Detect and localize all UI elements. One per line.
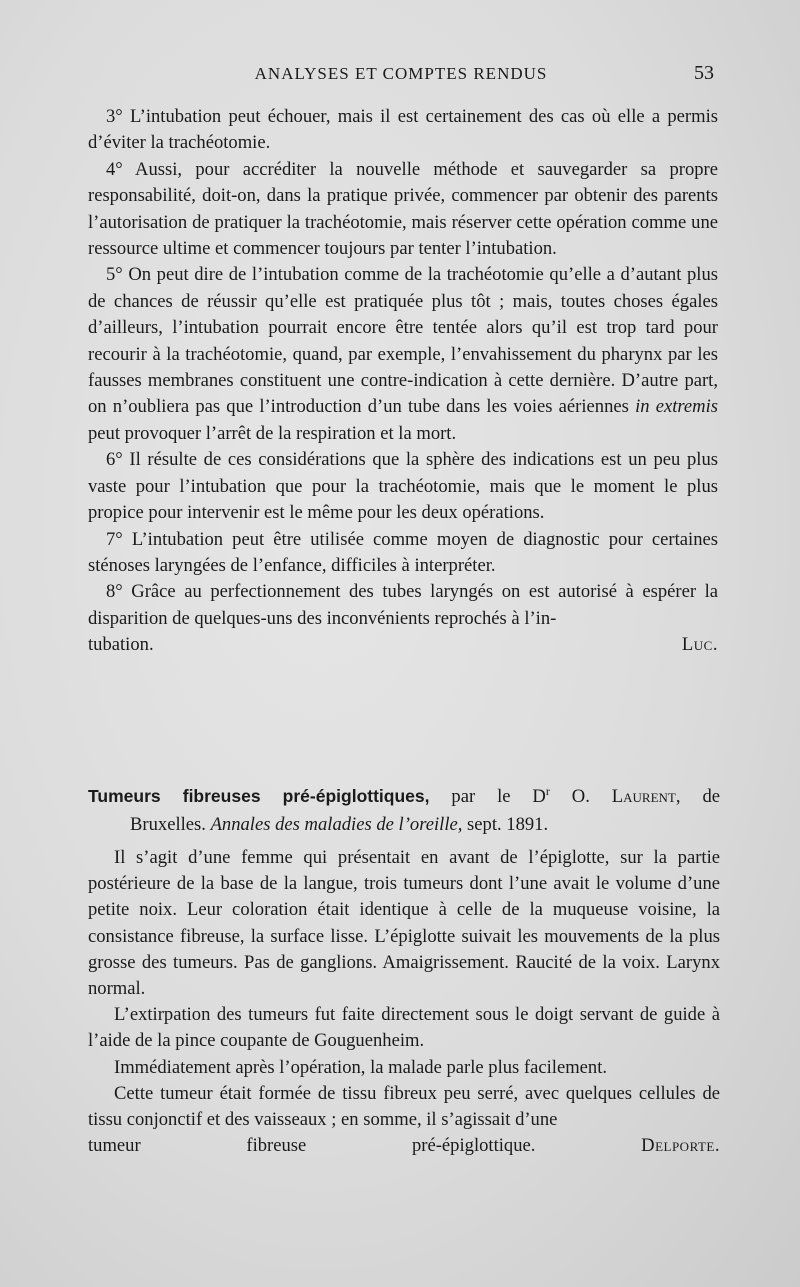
article-paragraph-2: L’extirpation des tumeurs fut faite directement sous le doigt servant de guide à l’aide de la pince coupante de Gouguenheim. [88,1004,720,1052]
section-article-body [88,845,720,1159]
article-city: Bruxelles. [130,814,211,835]
paragraph-4: 4° Aussi, pour accréditer la nouvelle méthode et sauvegarder sa propre responsabilité, doit-on, dans la pratique privée, commencer par obtenir des parents l’autorisation de pratiquer la trachéotomie, mais réserver cette opération comme une ressource ultime et commencer toujours par tenter l’intubation. [88,158,718,260]
page-number: 53 [694,62,714,84]
article-paragraph-4: Cette tumeur était formée de tissu fibreux peu serré, avec quelques cellules de tissu conjonctif et des vaisseaux ; en somme, il s’agissait d’une [88,1082,720,1131]
article-title-de: de [680,786,720,807]
paragraph-5-text-a: 5° On peut dire de l’intubation comme de la trachéotomie qu’elle a d’autant plus de chances de réussir qu’elle est pratiquée plus tôt ; mais, toutes choses égales d’ailleurs, l’intubation pourrait encore être tentée alors qu’il est trop tard pour recourir à la trachéotomie, quand, par exemple, l’envahissement du pharynx par les fausses membranes constituent une contre-indication à cette dernière. D’autre part, on n’oubliera pas que l’introduction d’un tube dans les voies aériennes [88,264,718,418]
paragraph-5-text-b: peut provoquer l’arrêt de la respiration et la mort. [88,422,457,444]
article-title-dr-sup: r [545,783,550,798]
article-title-bold: Tumeurs fibreuses pré-épiglottiques, [88,786,430,806]
article-title-line-1 [88,782,720,811]
signature-luc: Luc. [681,634,718,656]
paragraph-8-end: tubation. [88,634,154,656]
article-date: sept. 1891. [462,814,549,835]
article-title-line-2 [88,811,720,839]
paragraph-8: 8° Grâce au perfectionnement des tubes laryngés on est autorisé à espérer la disparition de quelques-uns des inconvénients reprochés à l’in- [88,581,718,629]
article-paragraph-1: Il s’agit d’une femme qui présentait en avant de l’épiglotte, sur la partie postérieure de la base de la langue, trois tumeurs dont l’une avait le volume d’une petite noix. Leur coloration était identique à celle de la muqueuse voisine, la consistance fibreuse, la surface lisse. L’épiglotte suivait les mouvements de la plus grosse des tumeurs. Pas de ganglions. Amaigrissement. Raucité de la voix. Larynx normal. [88,847,720,1000]
paragraph-6: 6° Il résulte de ces considérations que la sphère des indications est un peu plus vaste pour l’intubation que pour la trachéotomie, mais que le moment le plus propice pour intervenir est le même pour les deux opérations. [88,449,718,524]
article-title-by: par le D [429,786,546,807]
paragraph-3: 3° L’intubation peut échouer, mais il est certainement des cas où elle a permis d’éviter la trachéotomie. [88,106,718,154]
section-conclusions [88,104,718,659]
article-paragraph-4-end: tumeur fibreuse pré-épiglottique. [88,1135,536,1157]
article-paragraph-4-last-line [88,1133,720,1159]
article-paragraph-3: Immédiatement après l’opération, la malade parle plus facilement. [114,1056,608,1078]
running-head: ANALYSES ET COMPTES RENDUS [254,64,548,83]
paragraph-8-last-line [88,632,718,658]
article-author: O. Laurent, [549,786,681,807]
paragraph-5-italic: in extremis [635,396,718,418]
page-header [88,62,714,90]
paragraph-7: 7° L’intubation peut être utilisée comme moyen de diagnostic pour certaines sténoses laryngées de l’enfance, difficiles à interpréter. [88,528,718,576]
signature-delporte: Delporte. [641,1135,720,1157]
paragraph-5 [88,262,718,447]
article-journal: Annales des maladies de l’oreille, [210,814,463,835]
article-title [88,782,720,839]
